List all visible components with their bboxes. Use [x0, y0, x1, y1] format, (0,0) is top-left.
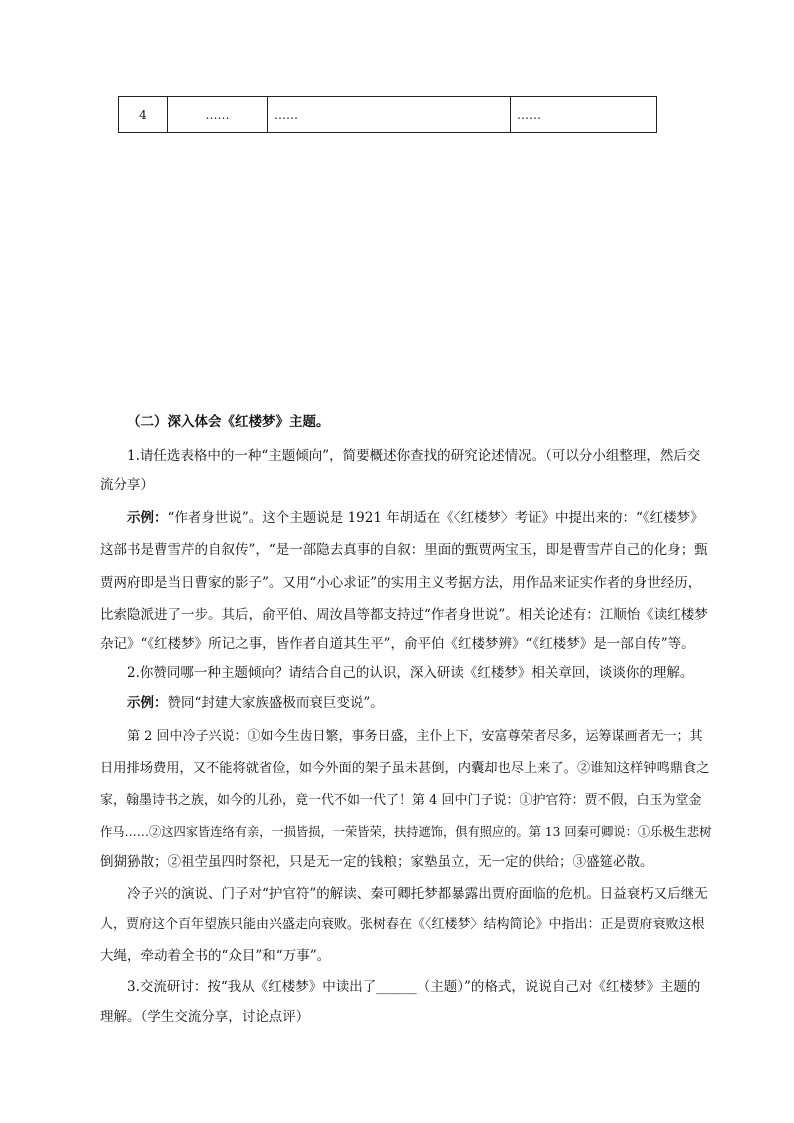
table-cell-index: 4 — [119, 97, 168, 133]
theme-table-fragment — [118, 96, 657, 133]
example-1-line: 示例：“作者身世说”。这个主题说是 1921 年胡适在《〈红楼梦〉考证》中提出来的：“《红楼梦》 — [127, 510, 704, 526]
question-1-line: 流分享） — [100, 477, 154, 493]
example-1-line: 杂记》“《红楼梦》所记之事，皆作者自道其生平”，俞平伯《红楼梦辨》“《红楼梦》是一部自传”等。 — [100, 636, 695, 652]
question-3-line: 3.交流研讨：按“我从《红楼梦》中读出了______（主题）”的格式，说说自己对《红楼梦》主题的 — [127, 979, 701, 995]
table-cell: …… — [268, 97, 511, 133]
paragraph-2-line: 大绳，牵动着全书的“众目”和“万事”。 — [100, 948, 331, 964]
paragraph-1-line: 作马……②这四家皆连络有亲，一损皆损，一荣皆荣，扶持遮饰，俱有照应的。第 13 回秦可卿说：①乐极生悲树 — [100, 825, 712, 839]
question-1-line: 1.请任选表格中的一种“主题倾向”，简要概述你查找的研究论述情况。（可以分小组整理，然后交 — [127, 448, 701, 464]
table-cell: …… — [168, 97, 268, 133]
paragraph-1-line: 日用排场费用，又不能将就省俭，如今外面的架子虽未甚倒，内囊却也尽上来了。②谁知这样钟鸣鼎食之 — [100, 761, 710, 776]
paragraph-2-line: 人，贾府这个百年望族只能由兴盛走向衰败。张树春在《〈红楼梦〉结构简论》中指出：正是贾府衰败这根 — [100, 917, 705, 932]
example-1-line: 比索隐派进了一步。其后，俞平伯、周汝昌等都支持过“作者身世说”。相关论述有：江顺怡《读红楼梦 — [100, 607, 708, 623]
paragraph-1-line: 家，翰墨诗书之族，如今的儿孙，竟一代不如一代了！第 4 回中门子说：①护官符：贾不假，白玉为堂金 — [100, 793, 702, 808]
example-label: 示例： — [127, 510, 168, 526]
question-2: 2.你赞同哪一种主题倾向？请结合自己的认识，深入研读《红楼梦》相关章回，谈谈你的理解。 — [127, 665, 694, 681]
table-row — [119, 97, 657, 133]
paragraph-2-line: 冷子兴的演说、门子对“护官符”的解读、秦可卿托梦都暴露出贾府面临的危机。日益衰朽又后继无 — [127, 886, 708, 902]
table-cell: …… — [511, 97, 657, 133]
question-3-line: 理解。（学生交流分享，讨论点评） — [100, 1009, 310, 1025]
example-2-line: 示例：赞同“封建大家族盛极而衰巨变说”。 — [127, 695, 384, 711]
section-heading: （二）深入体会《红楼梦》主题。 — [127, 414, 330, 430]
example-label: 示例： — [127, 695, 168, 711]
example-1-line: 这部书是曹雪芹的自叙传”，“是一部隐去真事的自叙：里面的甄贾两宝玉，即是曹雪芹自己的化身；甄 — [100, 542, 708, 558]
example-1-line: 贾两府即是当日曹家的影子”。又用“小心求证”的实用主义考据方法，用作品来证实作者的身世经历， — [100, 575, 702, 591]
paragraph-1-line: 倒猢狲散；②祖茔虽四时祭祀，只是无一定的钱粮；家塾虽立，无一定的供给；③盛筵必散。 — [100, 854, 654, 870]
paragraph-1-line: 第 2 回中冷子兴说：①如今生齿日繁，事务日盛，主仆上下，安富尊荣者尽多，运筹谋画者无一；其 — [127, 729, 703, 744]
